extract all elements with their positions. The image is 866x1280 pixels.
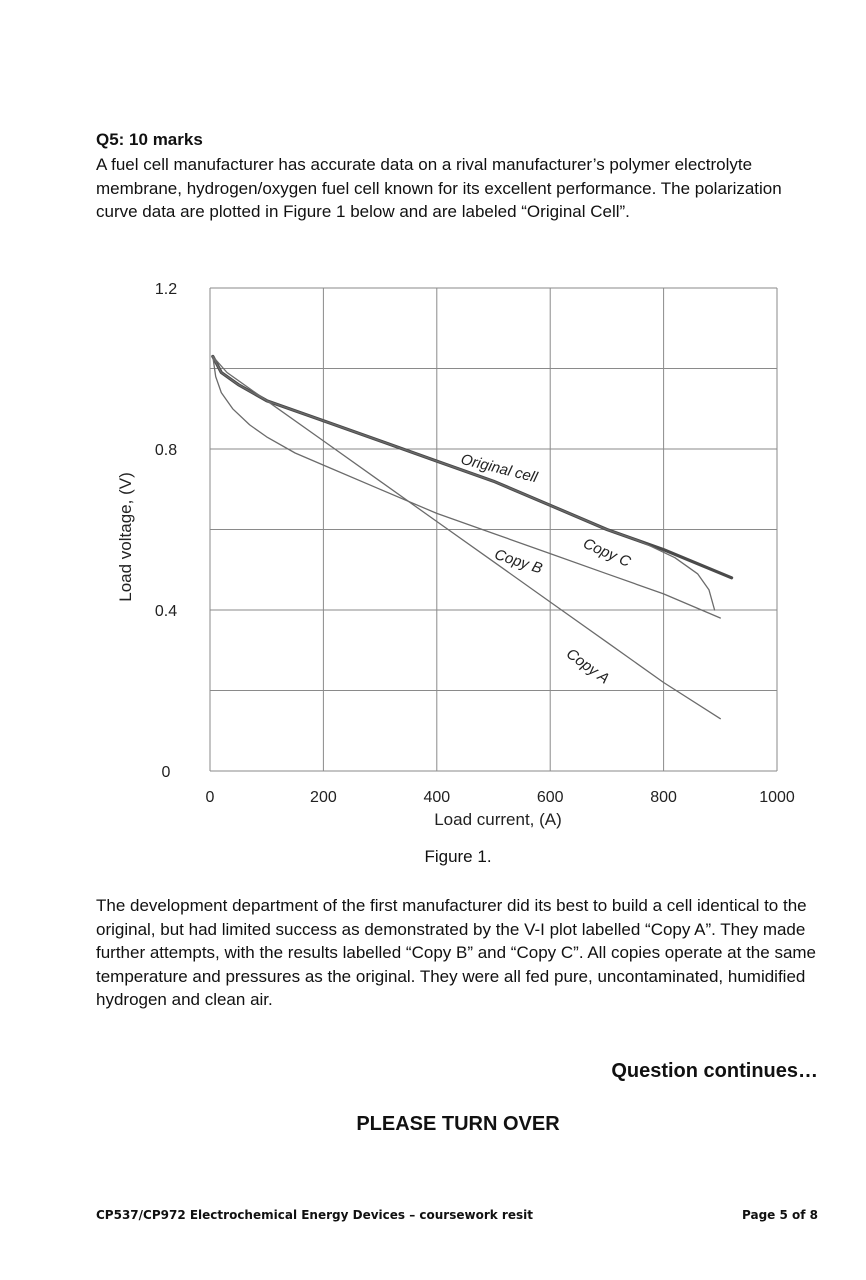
x-tick-label: 200: [310, 789, 337, 806]
x-tick-label: 800: [650, 789, 677, 806]
series-label: Copy C: [580, 534, 634, 571]
figure-caption: Figure 1.: [424, 847, 492, 866]
turn-over-notice: PLEASE TURN OVER: [356, 1113, 560, 1135]
y-axis-label: Load voltage, (V): [116, 472, 135, 602]
chart-series: [213, 356, 732, 718]
series-line-copy-c: [213, 356, 715, 610]
series-line-copy-b: [213, 356, 721, 618]
x-tick-label: 0: [205, 789, 215, 806]
chart-series-labels: [459, 451, 633, 688]
y-tick-label: 0.4: [154, 603, 178, 620]
y-tick-label: 0: [161, 764, 171, 781]
question-intro: A fuel cell manufacturer has accurate data on a rival manufacturer’s polymer electrolyte membrane, hydrogen/oxygen fuel cell known for its excellent performance. The polarization curve data are plotted in Figure 1 below and are labeled “Original Cell”.: [96, 155, 782, 221]
series-line-copy-a: [213, 356, 721, 718]
series-label: Original cell: [459, 450, 540, 487]
footer-page-number: Page 5 of 8: [742, 1208, 818, 1222]
x-tick-label: 400: [423, 789, 451, 806]
x-axis-label: Load current, (A): [434, 810, 562, 829]
question-title: Q5: 10 marks: [96, 130, 203, 149]
chart-ticks: [155, 281, 795, 806]
question-body: The development department of the first manufacturer did its best to build a cell identical to the original, but had limited success as demonstrated by the V-I plot labelled “Copy A”. They made further attempts, with the results labelled “Copy B” and “Copy C”. All copies operate at the same temperature and pressures as the original. They were all fed pure, uncontaminated, humidified hydrogen and clean air.: [96, 896, 817, 1009]
question-continues: Question continues…: [611, 1060, 818, 1082]
x-tick-label: 1000: [759, 789, 795, 806]
y-tick-label: 0.8: [154, 442, 178, 459]
x-tick-label: 600: [536, 789, 564, 806]
chart-grid: [210, 288, 777, 771]
y-tick-label: 1.2: [154, 281, 178, 298]
series-label: Copy B: [492, 546, 545, 578]
series-label: Copy A: [562, 645, 613, 688]
footer-course: CP537/CP972 Electrochemical Energy Devices – coursework resit: [96, 1208, 533, 1222]
